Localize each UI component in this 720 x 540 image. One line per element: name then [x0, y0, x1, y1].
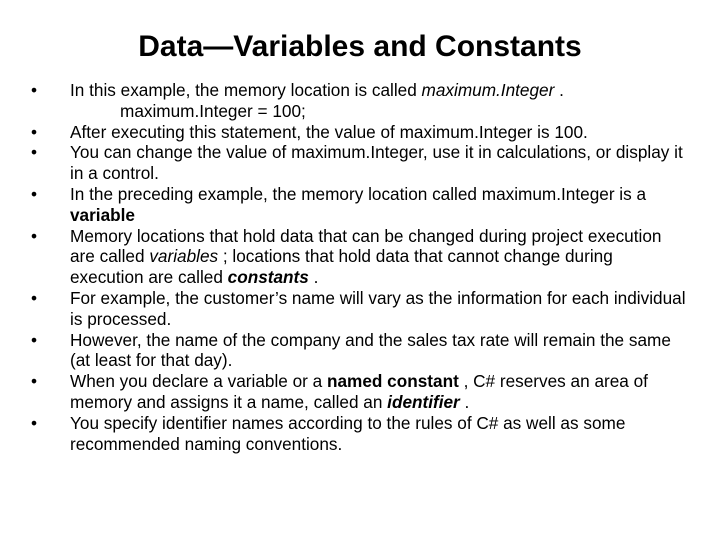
- bullet-text-bold-italic: identifier: [387, 391, 460, 412]
- bullet-text-italic: maximum.Integer: [421, 80, 555, 100]
- bullet-icon: •: [30, 225, 38, 246]
- bullet-text: .: [308, 267, 319, 288]
- bullet-item-named-constant: [0, 371, 720, 413]
- bullet-text-italic: variables: [149, 246, 219, 267]
- bullet-text: When you declare a variable or a: [70, 371, 327, 392]
- bullet-item-customer-name: [0, 288, 720, 330]
- bullet-item-preceding-example: [0, 184, 720, 226]
- bullet-icon: •: [30, 142, 38, 163]
- bullet-item-after-executing: [0, 122, 720, 143]
- bullet-text: For example, the customer’s name will vary as the information for each individual is processed.: [70, 287, 686, 329]
- code-line: maximum.Integer = 100;: [120, 100, 306, 121]
- bullet-icon: •: [30, 371, 38, 392]
- bullet-icon: •: [30, 80, 38, 100]
- bullet-text: , C# reserves an area of memory and assigns it a name, called an: [70, 371, 648, 412]
- bullet-item-change-value: [0, 142, 720, 184]
- bullet-list: [0, 80, 720, 454]
- bullet-icon: •: [30, 287, 38, 308]
- bullet-icon: •: [30, 121, 38, 142]
- bullet-item-memory-locations: [0, 226, 720, 288]
- bullet-icon: •: [30, 183, 38, 204]
- bullet-text-bold: variable: [70, 204, 135, 225]
- bullet-item-company-name: [0, 330, 720, 372]
- bullet-text: After executing this statement, the value of maximum.Integer is 100.: [70, 121, 588, 142]
- bullet-text: In the preceding example, the memory location called maximum.Integer is a: [70, 183, 647, 204]
- bullet-item-memory-location: [0, 80, 720, 122]
- bullet-text-bold: named constant: [327, 371, 459, 392]
- bullet-text: Memory locations that hold data that can be changed during project execution are called: [70, 225, 662, 267]
- slide-title: Data—Variables and Constants: [138, 30, 582, 63]
- bullet-text: .: [554, 80, 564, 100]
- bullet-text-bold-italic: constants: [227, 267, 309, 288]
- bullet-icon: •: [30, 412, 38, 433]
- bullet-item-identifier-names: [0, 413, 720, 455]
- bullet-text: In this example, the memory location is called: [70, 80, 422, 100]
- bullet-text: ; locations that hold data that cannot change during execution are called: [70, 246, 613, 288]
- bullet-text: However, the name of the company and the sales tax rate will remain the same (at least for that day).: [70, 329, 671, 371]
- bullet-text: You can change the value of maximum.Integer, use it in calculations, or display it in a control.: [70, 142, 683, 184]
- bullet-icon: •: [30, 329, 38, 350]
- bullet-text: You specify identifier names according to the rules of C# as well as some recommended naming conventions.: [70, 412, 626, 454]
- bullet-text: .: [459, 391, 470, 412]
